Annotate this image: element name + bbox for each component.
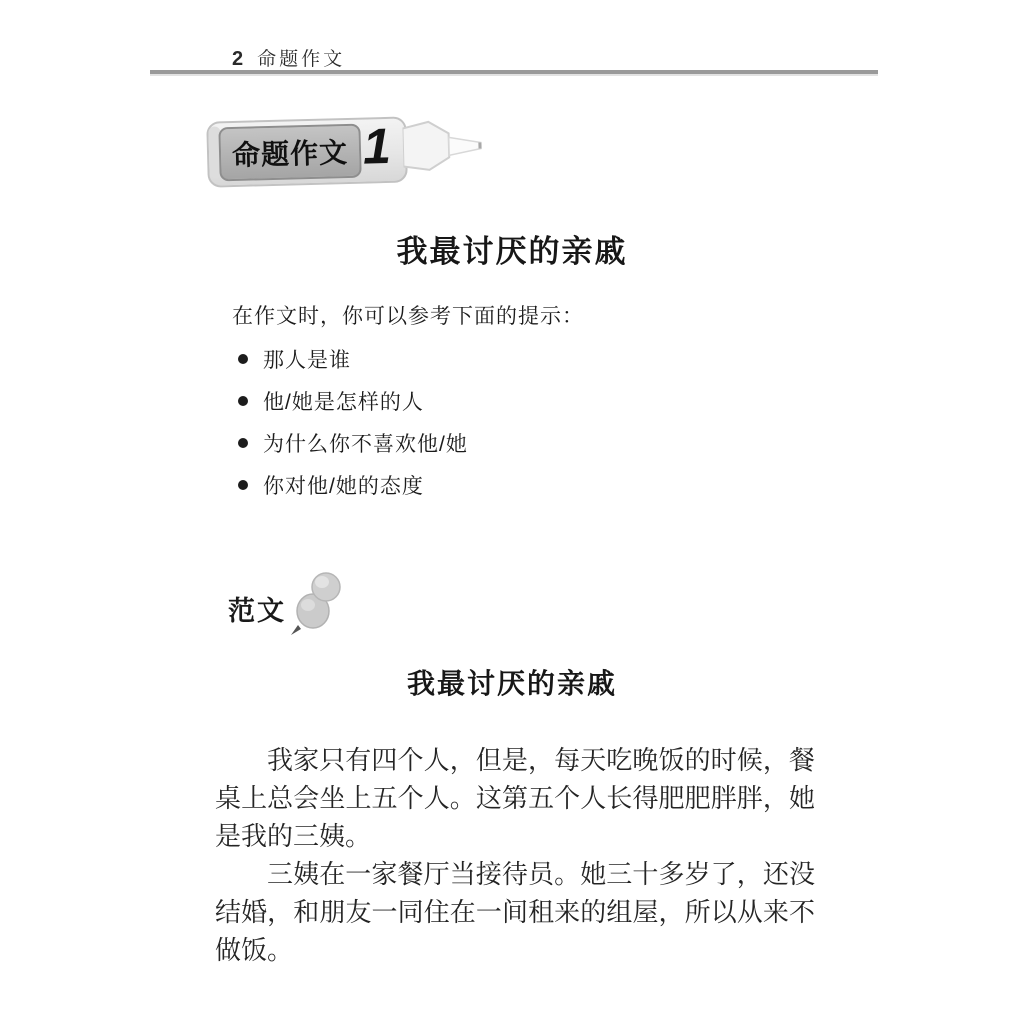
intro-line: 在作文时，你可以参考下面的提示：: [232, 305, 584, 328]
essay-paragraph: 三姨在一家餐厅当接待员。她三十多岁了，还没结婚，和朋友一同住在一间租来的组屋，所以从来不做饭。: [215, 860, 815, 966]
essay-topic-title: 我最讨厌的亲戚: [396, 234, 628, 269]
sample-section-header: [228, 583, 350, 639]
sample-label: 范文: [228, 596, 286, 626]
marker-tip-icon: [402, 116, 491, 176]
bullet-icon: [238, 396, 248, 406]
essay-paragraph: 我家只有四个人，但是，每天吃晚饭的时候，餐桌上总会坐上五个人。这第五个人长得肥肥胖胖，她是我的三姨。: [215, 746, 815, 852]
bullet-icon: [238, 354, 248, 364]
list-item: [238, 386, 468, 416]
hint-text: 他/她是怎样的人: [263, 391, 424, 414]
badge-number: 1: [362, 117, 392, 175]
badge-label: 命题作文: [218, 124, 361, 182]
hint-text: 为什么你不喜欢他/她: [263, 433, 468, 456]
hint-list: [238, 344, 468, 512]
running-header: [232, 44, 345, 71]
sample-essay-title: 我最讨厌的亲戚: [406, 667, 617, 700]
pushpin-icon: [288, 569, 350, 639]
sample-essay-body: [215, 742, 815, 970]
header-rule: [150, 70, 878, 76]
marker-pen-badge: [206, 106, 488, 193]
page-number: 2: [232, 48, 244, 70]
hint-text: 你对他/她的态度: [263, 475, 424, 498]
list-item: [238, 470, 468, 500]
list-item: [238, 344, 468, 374]
hint-text: 那人是谁: [263, 349, 351, 372]
bullet-icon: [238, 438, 248, 448]
list-item: [238, 428, 468, 458]
bullet-icon: [238, 480, 248, 490]
chapter-title: 命题作文: [257, 48, 346, 70]
